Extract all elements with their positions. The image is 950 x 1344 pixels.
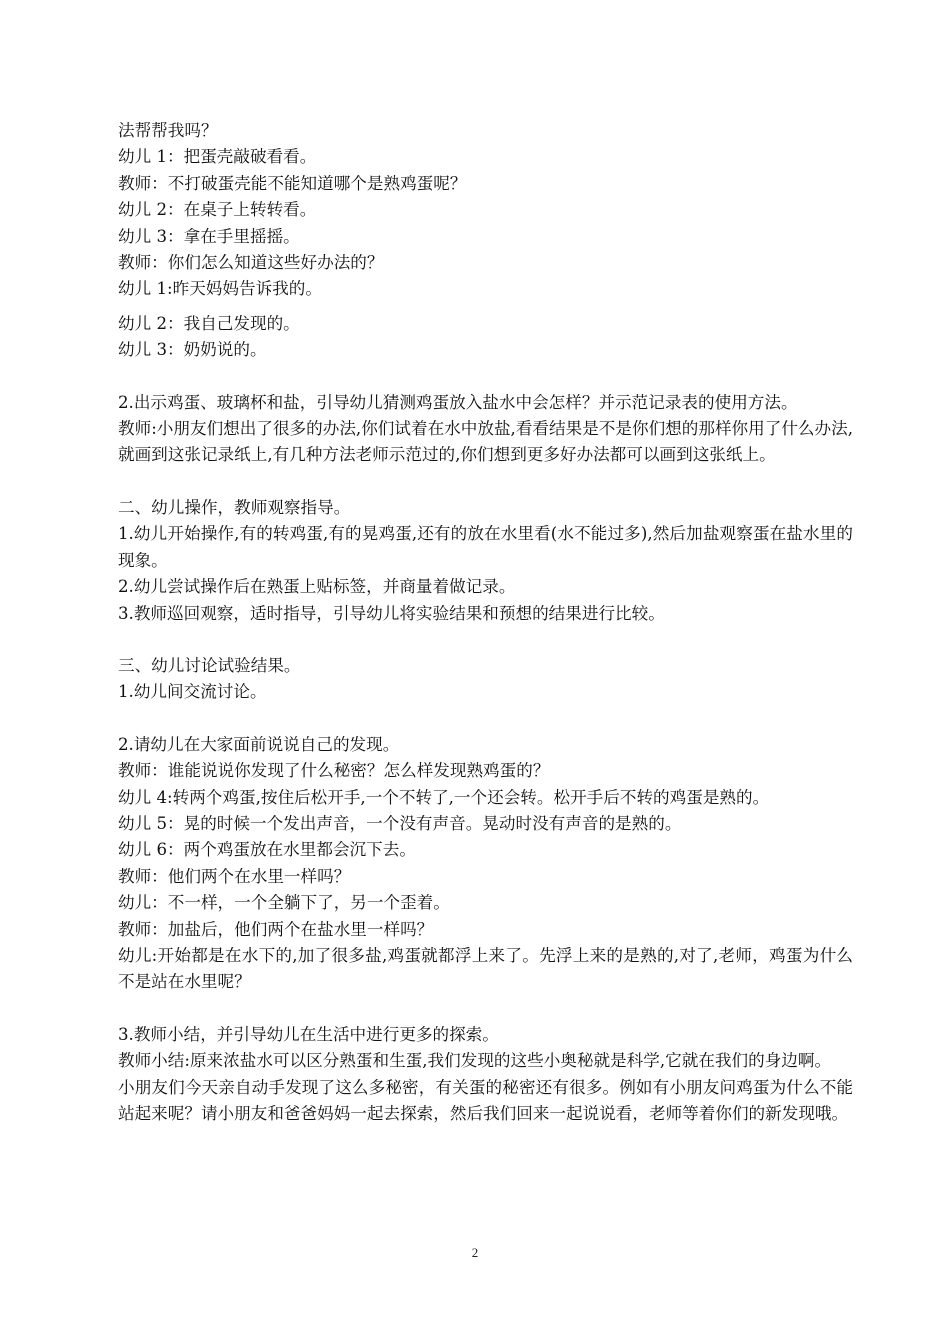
paragraph: 幼儿 6：两个鸡蛋放在水里都会沉下去。 bbox=[118, 840, 416, 860]
document-body bbox=[118, 118, 853, 1127]
spacer bbox=[118, 627, 853, 653]
text-line: 幼儿 2：在桌子上转转看。 bbox=[118, 200, 317, 220]
spacer bbox=[118, 303, 853, 311]
paragraph: 3.教师小结，并引导幼儿在生活中进行更多的探索。 bbox=[118, 1024, 499, 1044]
paragraph: 1.幼儿间交流讨论。 bbox=[118, 682, 267, 702]
paragraph: 2.出示鸡蛋、玻璃杯和盐，引导幼儿猜测鸡蛋放入盐水中会怎样？并示范记录表的使用方法。 bbox=[118, 392, 798, 412]
text-line: 法帮帮我吗？ bbox=[118, 121, 218, 140]
text-line: 幼儿 2：我自己发现的。 bbox=[118, 313, 300, 333]
paragraph: 2.幼儿尝试操作后在熟蛋上贴标签，并商量着做记录。 bbox=[118, 577, 516, 597]
paragraph: 幼儿 4:转两个鸡蛋,按住后松开手,一个不转了,一个还会转。松开手后不转的鸡蛋是熟的。 bbox=[118, 787, 770, 807]
paragraph: 教师：他们两个在水里一样吗？ bbox=[118, 866, 351, 886]
spacer bbox=[118, 996, 853, 1022]
spacer bbox=[118, 364, 853, 390]
paragraph: 1.幼儿开始操作,有的转鸡蛋,有的晃鸡蛋,还有的放在水里看(水不能过多),然后加盐观察蛋在盐水里的现象。 bbox=[118, 524, 853, 570]
paragraph: 3.教师巡回观察，适时指导，引导幼儿将实验结果和预想的结果进行比较。 bbox=[118, 603, 665, 623]
paragraph: 教师：谁能说说你发现了什么秘密？怎么样发现熟鸡蛋的？ bbox=[118, 761, 550, 781]
paragraph: 幼儿：不一样，一个全躺下了，另一个歪着。 bbox=[118, 893, 450, 913]
paragraph: 2.请幼儿在大家面前说说自己的发现。 bbox=[118, 734, 400, 754]
text-line: 幼儿 3：拿在手里摇摇。 bbox=[118, 226, 300, 246]
page-number: 2 bbox=[471, 1245, 479, 1260]
text-line: 幼儿 1:昨天妈妈告诉我的。 bbox=[118, 279, 322, 299]
text-line: 教师：不打破蛋壳能不能知道哪个是熟鸡蛋呢？ bbox=[118, 173, 467, 193]
paragraph: 教师小结:原来浓盐水可以区分熟蛋和生蛋,我们发现的这些小奥秘就是科学,它就在我们的身边啊。 bbox=[118, 1051, 832, 1071]
section-heading: 三、幼儿讨论试验结果。 bbox=[118, 655, 301, 675]
section-heading: 二、幼儿操作，教师观察指导。 bbox=[118, 497, 351, 517]
text-line: 幼儿 1：把蛋壳敲破看看。 bbox=[118, 147, 317, 167]
text-line: 幼儿 3：奶奶说的。 bbox=[118, 340, 267, 360]
spacer bbox=[118, 469, 853, 495]
paragraph: 小朋友们今天亲自动手发现了这么多秘密，有关蛋的秘密还有很多。例如有小朋友问鸡蛋为什么不能站起来呢？请小朋友和爸爸妈妈一起去探索，然后我们回来一起说说看，老师等着你们的新发现哦。 bbox=[118, 1077, 853, 1123]
paragraph: 幼儿:开始都是在水下的,加了很多盐,鸡蛋就都浮上来了。先浮上来的是熟的,对了,老师，鸡蛋为什么不是站在水里呢？ bbox=[118, 945, 853, 992]
spacer bbox=[118, 706, 853, 732]
paragraph: 幼儿 5：晃的时候一个发出声音，一个没有声音。晃动时没有声音的是熟的。 bbox=[118, 813, 682, 833]
text-line: 教师：你们怎么知道这些好办法的？ bbox=[118, 253, 384, 273]
paragraph: 教师:小朋友们想出了很多的办法,你们试着在水中放盐,看看结果是不是你们想的那样你用了什么办法,就画到这张记录纸上,有几种方法老师示范过的,你们想到更多好办法都可以画到这张纸上。 bbox=[118, 419, 853, 465]
paragraph: 教师：加盐后，他们两个在盐水里一样吗？ bbox=[118, 919, 434, 939]
